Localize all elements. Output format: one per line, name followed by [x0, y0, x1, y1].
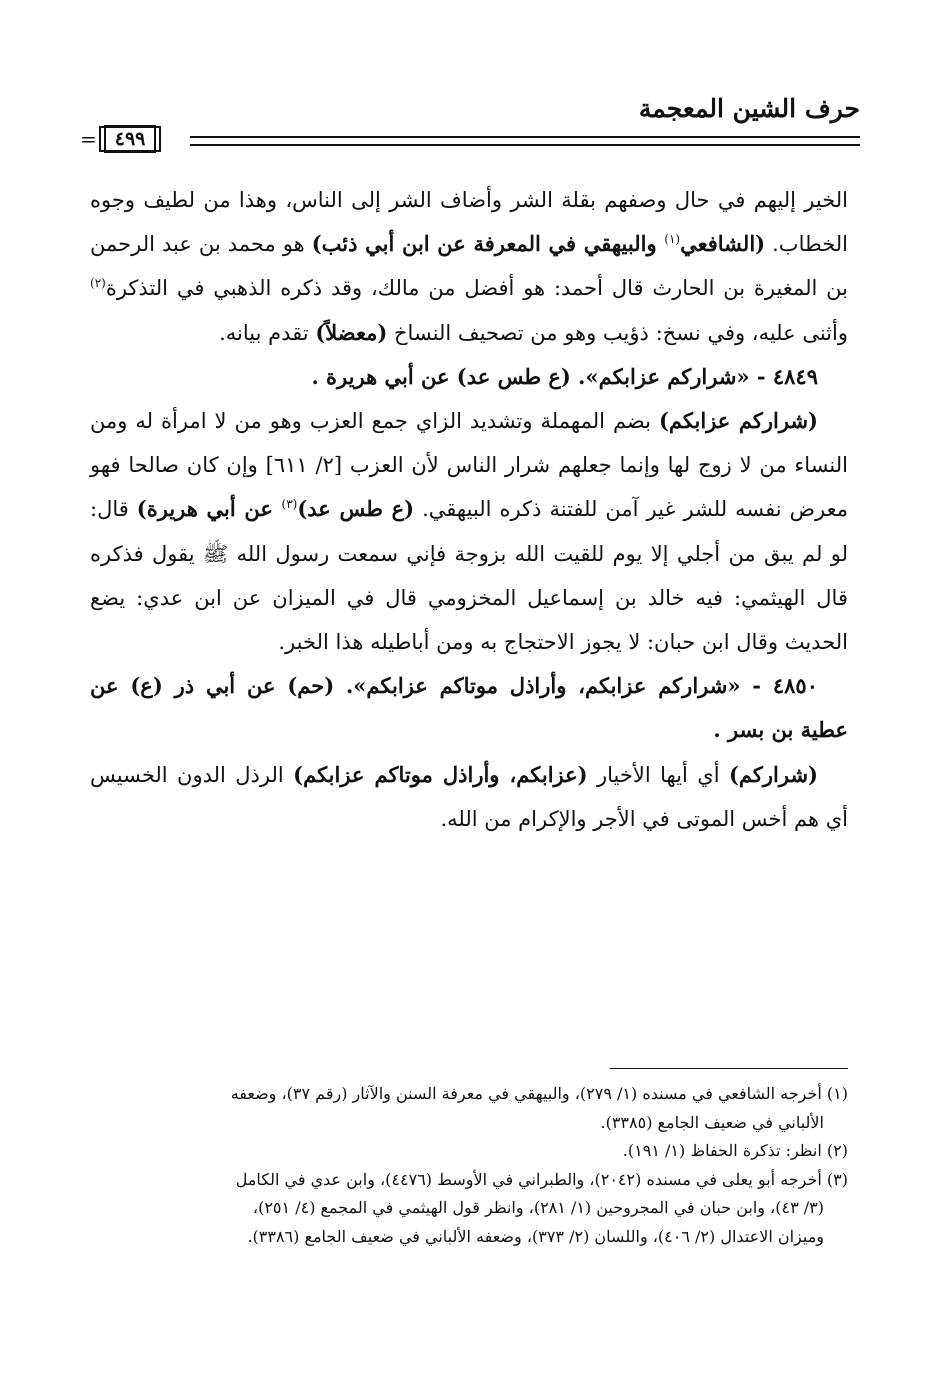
bold-run: والبيهقي في المعرفة عن ابن أبي ذئب) [311, 231, 665, 257]
bold-run: ٤٨٤٩ - «شراركم عزابكم». (ع طس عد) عن أبي هريرة . [311, 363, 818, 389]
bold-run: (ع طس عد) [297, 496, 415, 522]
text-run: هو محمد بن عبد الرحمن بن المغيرة بن الحارث قال أحمد: هو أفضل من مالك، وقد ذكره الذهبي في التذكرة [90, 232, 848, 301]
paragraph-commentary-1 [90, 178, 848, 355]
footnote-ref: (٣) [281, 497, 298, 512]
footnote-2-line-1: (٢) انظر: تذكرة الحفاظ (١/ ١٩١). [622, 1141, 848, 1160]
text-run: تقدم بيانه. [219, 320, 316, 345]
page-header [80, 88, 860, 158]
footnote-1-line-2: الألباني في ضعيف الجامع (٣٣٨٥). [600, 1112, 824, 1132]
bold-run: (شراركم) [728, 761, 818, 787]
text-run: وأثنى عليه، وفي نسخ: ذؤيب وهو من تصحيف النساخ [387, 320, 848, 345]
footnote-1 [100, 1080, 848, 1109]
hadith-4850 [90, 664, 848, 752]
text-run: الخير إليهم في حال وصفهم بقلة الشر وأضاف الشر إلى الناس، وهذا من لطيف وجوه الخطاب. [90, 188, 848, 257]
footnote-ref: (٢) [90, 276, 106, 291]
bold-run: (شراركم عزابكم) [658, 408, 818, 434]
paragraph-commentary-3 [90, 753, 848, 841]
bold-run: (معضلاً) [315, 319, 388, 345]
footnote-2 [100, 1137, 848, 1166]
footnote-ref: (١) [664, 232, 681, 247]
footnote-1-line-1: (١) أخرجه الشافعي في مسنده (١/ ٢٧٩)، والبيهقي في معرفة السنن والآثار (رقم ٣٧)، وضعفه [230, 1084, 848, 1103]
paragraph-commentary-2 [90, 399, 848, 664]
running-title: حرف الشين المعجمة [638, 94, 860, 123]
footnote-3-cont-b [100, 1223, 848, 1252]
page-number-frame [99, 126, 162, 152]
footnote-3 [100, 1166, 848, 1195]
footnote-3-line-2: (٣/ ٤٣)، وابن حبان في المجروحين (١/ ٢٨١)، وانظر قول الهيثمي في المجمع (٤/ ٢٥١)، [252, 1198, 824, 1217]
footnote-3-cont-a [100, 1194, 848, 1223]
hadith-4849 [90, 355, 848, 399]
header-rule-top [190, 136, 860, 138]
text-run: أي أيها الأخيار [587, 762, 729, 787]
footnotes [100, 1080, 848, 1251]
footnote-1-cont [100, 1109, 848, 1138]
page-number-box [80, 124, 161, 154]
bold-run: ٤٨٥٠ - «شراركم عزابكم، وأراذل موتاكم عزابكم». (حم) عن أبي ذر (ع) عن عطية بن بسر . [90, 673, 848, 743]
bold-run: عن أبي هريرة) [136, 496, 282, 522]
footnote-separator [610, 1068, 848, 1069]
bold-run: (عزابكم، وأراذل موتاكم عزابكم) [293, 761, 588, 787]
bold-run: (الشافعي [680, 231, 766, 257]
page-number-dash: = [80, 127, 97, 151]
main-text [90, 178, 848, 841]
header-rule-bottom [190, 144, 860, 146]
text-run: الرذل الدون الخسيس أي هم أخس الموتى في الأجر والإكرام من الله. [90, 762, 848, 831]
text-run: قال: لو لم يبق من أجلي إلا يوم للقيت الله بزوجة فإني سمعت رسول الله ﷺ يقول فذكره قال الهيثمي: فيه خالد بن إسماعيل المخزومي قال في الميزان عن ابن عدي: يضع الحديث وقال ابن حبان: لا يجوز الاحتجاج به ومن أباطيله هذا الخبر. [90, 497, 848, 655]
text-run: بضم المهملة وتشديد الزاي جمع العزب وهو من لا امرأة له ومن النساء من لا زوج لها وإنما جعلهم شرار الناس لأن العزب [٢/ ٦١١] وإن كان صالحا فهو معرض نفسه للشر غير آمن للفتنة ذكره البيهقي. [90, 409, 848, 522]
footnote-3-line-1: (٣) أخرجه أبو يعلى في مسنده (٢٠٤٢)، والطبراني في الأوسط (٤٤٧٦)، وابن عدي في الكامل [235, 1169, 848, 1189]
page-number: ٤٩٩ [104, 125, 157, 153]
footnote-3-line-3: وميزان الاعتدال (٢/ ٤٠٦)، واللسان (٢/ ٣٧٣)، وضعفه الألباني في ضعيف الجامع (٣٣٨٦). [247, 1226, 824, 1246]
